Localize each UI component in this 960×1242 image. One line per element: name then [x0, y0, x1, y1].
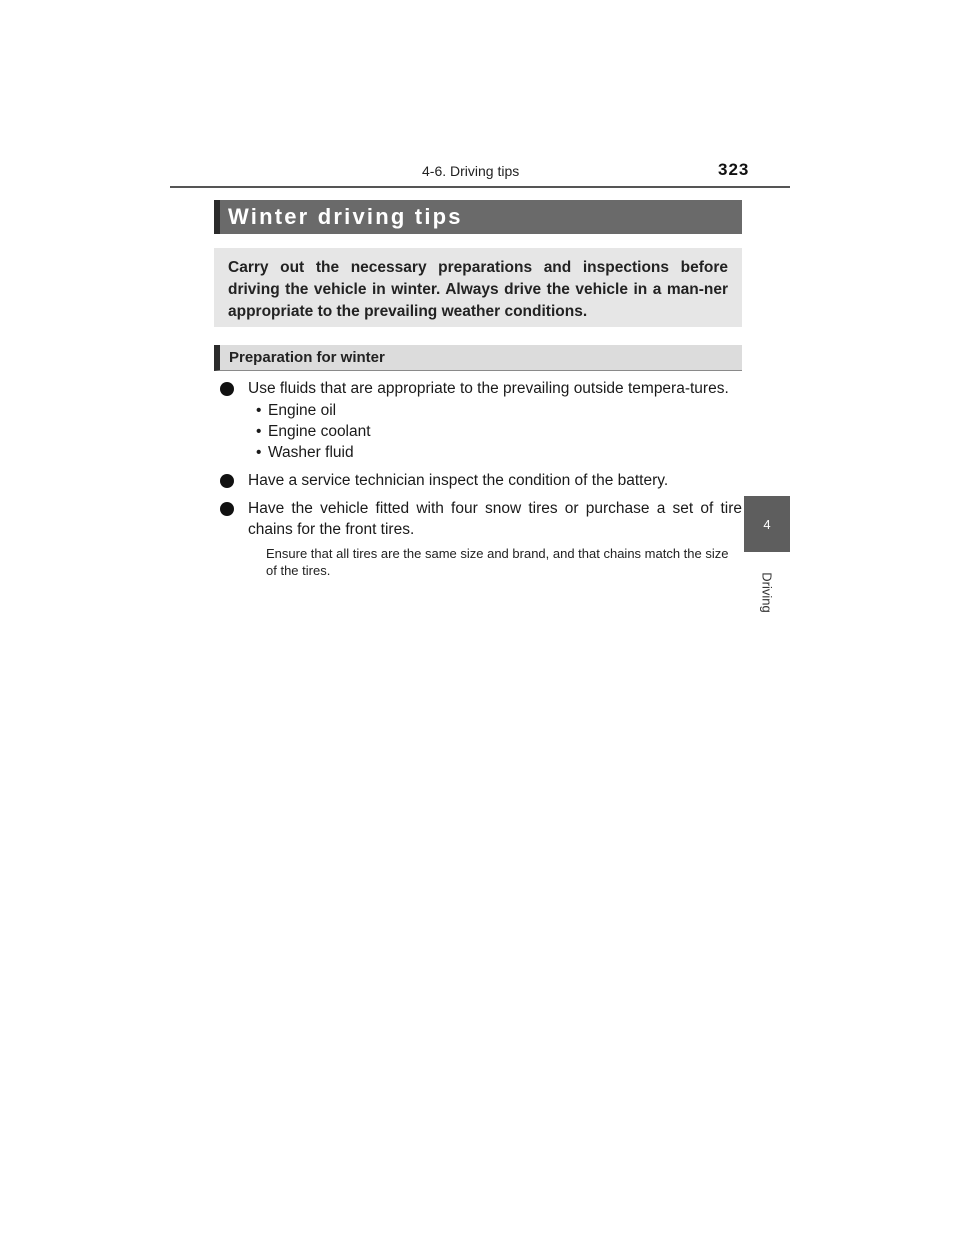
- section-heading: Preparation for winter: [214, 345, 742, 371]
- sub-item-text: Washer fluid: [268, 444, 354, 461]
- page-number: 323: [718, 160, 750, 179]
- page-title: Winter driving tips: [214, 200, 742, 234]
- sub-item-text: Engine coolant: [268, 423, 371, 440]
- bullet-text: Have a service technician inspect the condition of the battery.: [248, 472, 669, 489]
- bullet-dot-icon: [220, 382, 234, 396]
- bullet-text: Have the vehicle fitted with four snow tires or purchase a set of tire chains for the front tires.: [248, 500, 742, 538]
- chapter-tab-number: 4: [744, 496, 790, 552]
- chapter-tab-label: [744, 562, 790, 622]
- bullet-item-tires: [218, 498, 742, 540]
- header-rule: [170, 186, 790, 188]
- list-item: [248, 400, 742, 421]
- list-item: [248, 421, 742, 442]
- content: [218, 378, 742, 579]
- fluid-list: [248, 400, 742, 463]
- sub-item-text: Engine oil: [268, 402, 337, 419]
- sub-bullet-icon: •: [256, 402, 262, 419]
- list-item: [248, 442, 742, 463]
- bullet-dot-icon: [220, 502, 234, 516]
- header-section-title: 4-6. Driving tips: [422, 163, 520, 179]
- tire-note: Ensure that all tires are the same size and brand, and that chains match the size of the tires.: [266, 546, 729, 578]
- sub-bullet-icon: •: [256, 444, 262, 461]
- sub-bullet-icon: •: [256, 423, 262, 440]
- chapter-tab-label-text: Driving: [759, 571, 775, 613]
- bullet-item-fluids: [218, 378, 742, 463]
- bullet-dot-icon: [220, 474, 234, 488]
- bullet-item-battery: [218, 470, 742, 491]
- intro-box: Carry out the necessary preparations and inspections before driving the vehicle in winter. Always drive the vehicle in a man-ner appropriate to the prevailing weather conditions.: [214, 248, 742, 327]
- bullet-text: Use fluids that are appropriate to the prevailing outside tempera-tures.: [248, 380, 729, 397]
